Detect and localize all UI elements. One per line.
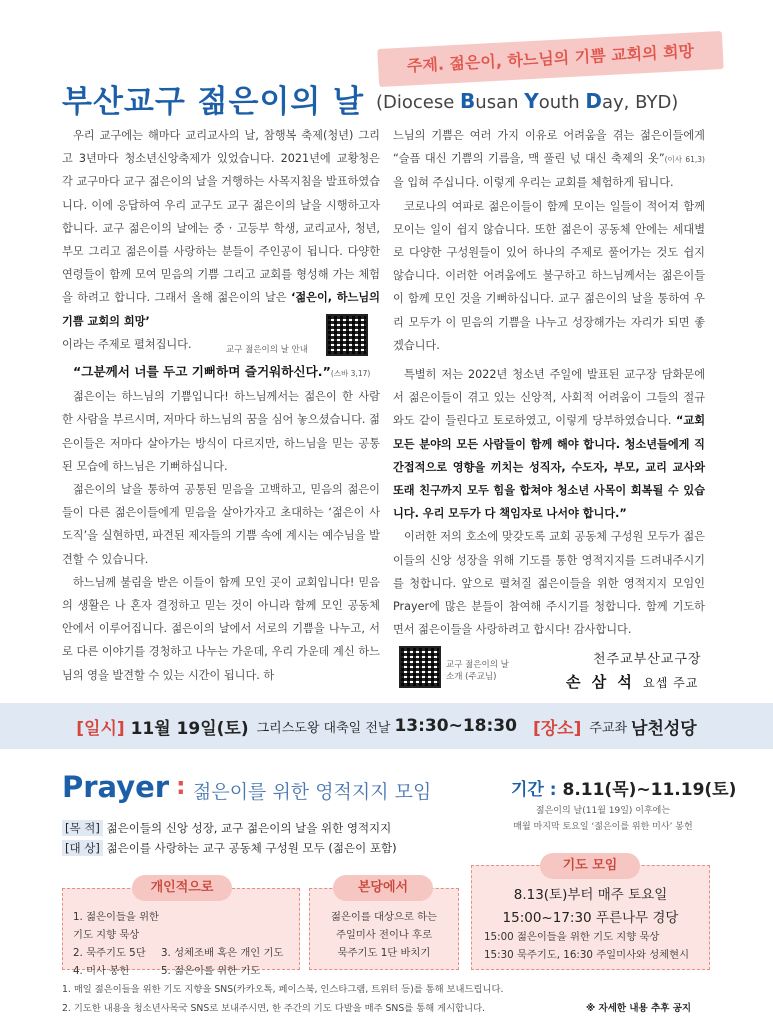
theme-banner bbox=[377, 31, 724, 87]
qr-caption: 교구 젊은이의 날 소개 (주교님) bbox=[446, 660, 509, 682]
meeting-time-place: 15:00~17:30 푸른나무 경당 bbox=[502, 910, 679, 926]
date-note: 그리스도왕 대축일 전날 bbox=[256, 720, 391, 736]
prayer-subtitle: 젊은이를 위한 영적지지 모임 bbox=[193, 781, 432, 803]
event-date: 11월 19일(토) bbox=[130, 718, 249, 739]
paragraph: 젊은이는 하느님의 기쁨입니다! 하느님께서는 젊은이 한 사람 한 사람을 부르시며, 저마다 하느님의 꿈을 심어 놓으셨습니다. 젊은이들은 저마다 살아가는 방식이 다르지만, 하느님을 믿는 공통된 모습에 하느님은 기뻐하십니다. bbox=[62, 390, 380, 473]
event-info-bar bbox=[0, 703, 773, 749]
date-label: [일시] bbox=[76, 718, 125, 739]
theme-text: 주제. 젊은이, 하느님의 기쁨 교회의 희망 bbox=[406, 41, 695, 76]
qr-code-icon[interactable] bbox=[326, 314, 368, 356]
scripture-verse: “그분께서 너를 두고 기뻐하며 즐거워하신다.”(스바 3,17) bbox=[73, 364, 371, 380]
qr-code-icon[interactable] bbox=[399, 646, 441, 688]
footnote: 2. 기도한 내용을 청소년사목국 SNS로 보내주시면, 한 주간의 기도 다발을 매주 SNS를 통해 게시합니다. bbox=[62, 1003, 486, 1014]
meeting-schedule: 8.13(토)부터 매주 토요일 bbox=[513, 887, 668, 903]
parish-label: 본당에서 bbox=[333, 875, 433, 901]
list-item: 묵주기도 1단 바치기 bbox=[337, 947, 431, 959]
list-item: 젊은이를 대상으로 하는 bbox=[330, 911, 437, 923]
place-label: [장소] bbox=[532, 718, 582, 739]
prayer-title: Prayer bbox=[62, 770, 170, 804]
event-place: 남천성당 bbox=[631, 718, 697, 739]
page-title: 부산교구 젊은이의 날 bbox=[62, 84, 365, 120]
paragraph: 이러한 저의 호소에 맞갖도록 교회 공동체 구성원 모두가 젊은이들의 신앙 성장을 위해 기도를 통한 영적지지를 드려내주시기를 청합니다. 앞으로 펼쳐질 젊은이들을 위한 영적지지 모임인 Prayer에 많은 분들이 참여해 주시기를 청합니다. 함께 기도하면서 젊은이들을 사랑하려고 합시다! 감사합니다. bbox=[393, 530, 705, 637]
paragraph: 하느님께 불림을 받은 이들이 함께 모인 곳이 교회입니다! 믿음의 생활은 나 혼자 결정하고 믿는 것이 아니라 함께 모인 공동체 안에서 이루어집니다. 젊은이의 날에서 서로의 기쁨을 나누고, 서로 다른 이야기를 경청하고 나누는 가운데, 우리 가운데 계신 하느님의 영을 발견할 수 있는 시간이 됩니다. 하 bbox=[62, 575, 380, 682]
place-note: 주교좌 bbox=[589, 720, 628, 736]
footer-note: ※ 자세한 내용 추후 공지 bbox=[586, 1003, 692, 1014]
list-item: 15:00 젊은이들을 위한 기도 지향 묵상 bbox=[484, 931, 660, 943]
paragraph: 느님의 기쁨은 여러 가지 이유로 어려움을 겪는 젊은이들에게 “슬픔 대신 기쁨의 기름을, 맥 풀린 넋 대신 축제의 옷”(이사 61,3)을 입혀 주십니다. 이렇게 우리는 교회를 체험하게 됩니다. bbox=[393, 129, 705, 190]
list-item: 1. 젊은이들을 위한 기도 지향 묵상 bbox=[73, 911, 159, 941]
list-item: 4. 미사 봉헌 5. 젊은이를 위한 기도 bbox=[73, 965, 261, 977]
list-item: 주일미사 전이나 후로 bbox=[335, 929, 433, 941]
prayer-period: 기간 : 8.11(목)~11.19(토) bbox=[511, 780, 737, 800]
footnote: 1. 매일 젊은이들을 위한 기도 지향을 SNS(카카오톡, 페이스북, 인스타그램, 트위터 등)를 통해 보내드립니다. bbox=[62, 984, 504, 995]
paragraph: 특별히 저는 2022년 청소년 주일에 발표된 교구장 담화문에서 젊은이들이 겪고 있는 신앙적, 사회적 어려움이 그들의 절규와도 같이 들린다고 토로하였고, 이렇게 당부하였습니다. “교회 모든 분야의 모든 사람들이 함께 해야 합니다. 청소년들에게 직간접적으로 영향을 끼치는 성직자, 수도자, 부모, 교리 교사와 또래 친구까지 모두 힘을 합쳐야 청소년 사목이 회복될 수 있습니다. 우리 모두가 다 책임자로 나서야 합니다.” bbox=[393, 368, 705, 521]
event-time: 13:30~18:30 bbox=[394, 716, 517, 736]
prayer-colon: : bbox=[176, 772, 186, 800]
qr-caption: 교구 젊은이의 날 안내 bbox=[226, 345, 309, 355]
list-item: 15:30 묵주기도, 16:30 주일미사와 성체현시 bbox=[484, 949, 690, 961]
parish-list bbox=[309, 908, 459, 962]
paragraph: 우리 교구에는 해마다 교리교사의 날, 참행복 축제(청년) 그리고 3년마다 청소년신앙축제가 있었습니다. 2021년에 교황청은 각 교구마다 교구 젊은이의 날을 거행하는 사목지침을 발표하였습니다. 이에 응답하여 우리 교구도 교구 젊은이의 날을 시행하고자 합니다. 교구 젊은이의 날에는 중 · 고등부 학생, 교리교사, 청년, 부모 그리고 젊은이를 사랑하는 분들이 주인공이 됩니다. 다양한 연령들이 함께 모여 믿음의 기쁨 그리고 교회를 형성해 가는 체험을 하려고 합니다. 그래서 올해 젊은이의 날은 ‘젊은이, 하느님의 기쁨 교회의 희망’ 이라는 주제로 펼쳐집니다. bbox=[62, 129, 380, 351]
period-note: 젊은이의 날(11월 19일) 이후에는 매월 마지막 토요일 ‘젊은이를 위한 미사’ 봉헌 bbox=[513, 806, 693, 832]
page-subtitle: (Diocese Busan Youth Day, BYD) bbox=[376, 89, 679, 113]
paragraph: 코로나의 여파로 젊은이들이 함께 모이는 일들이 적어져 함께 모이는 일이 쉽지 않습니다. 또한 젊은이 공동체 안에는 세대별로 다양한 구성원들이 있어 하나의 주제로 풀어가는 것도 쉽지 않습니다. 이러한 어려움에도 불구하고 하느님께서는 젊은이들이 함께 모인 것을 기뻐하십니다. 교구 젊은이의 날을 통하여 우리 모두가 이 믿음의 기쁨을 나누고 성장해가는 자리가 되면 좋겠습니다. bbox=[393, 199, 705, 352]
left-column bbox=[62, 124, 380, 687]
signoff-name: 손 삼 석 요셉 주교 bbox=[566, 673, 699, 691]
signoff-organization: 천주교부산교구장 bbox=[593, 652, 702, 667]
personal-list bbox=[73, 908, 297, 980]
right-column bbox=[393, 124, 705, 641]
paragraph: 젊은이의 날을 통하여 공통된 믿음을 고백하고, 믿음의 젊은이들이 다른 젊은이들에게 믿음을 살아가자고 초대하는 ‘젊은이 사도직’을 실현하면, 파견된 제자들의 기쁨 속에 계시는 예수님을 발견할 수 있습니다. bbox=[62, 483, 380, 566]
list-item: 2. 묵주기도 5단 3. 성체조배 혹은 개인 기도 bbox=[73, 947, 284, 959]
purpose-line: [목 적] 젊은이들의 신앙 성장, 교구 젊은이의 날을 위한 영적지지 bbox=[62, 820, 391, 836]
target-line: [대 상] 젊은이를 사랑하는 교구 공동체 구성원 모두 (젊은이 포함) bbox=[62, 840, 397, 856]
meeting-list bbox=[484, 928, 708, 964]
personal-label: 개인적으로 bbox=[132, 875, 232, 901]
meeting-label: 기도 모임 bbox=[540, 853, 640, 879]
